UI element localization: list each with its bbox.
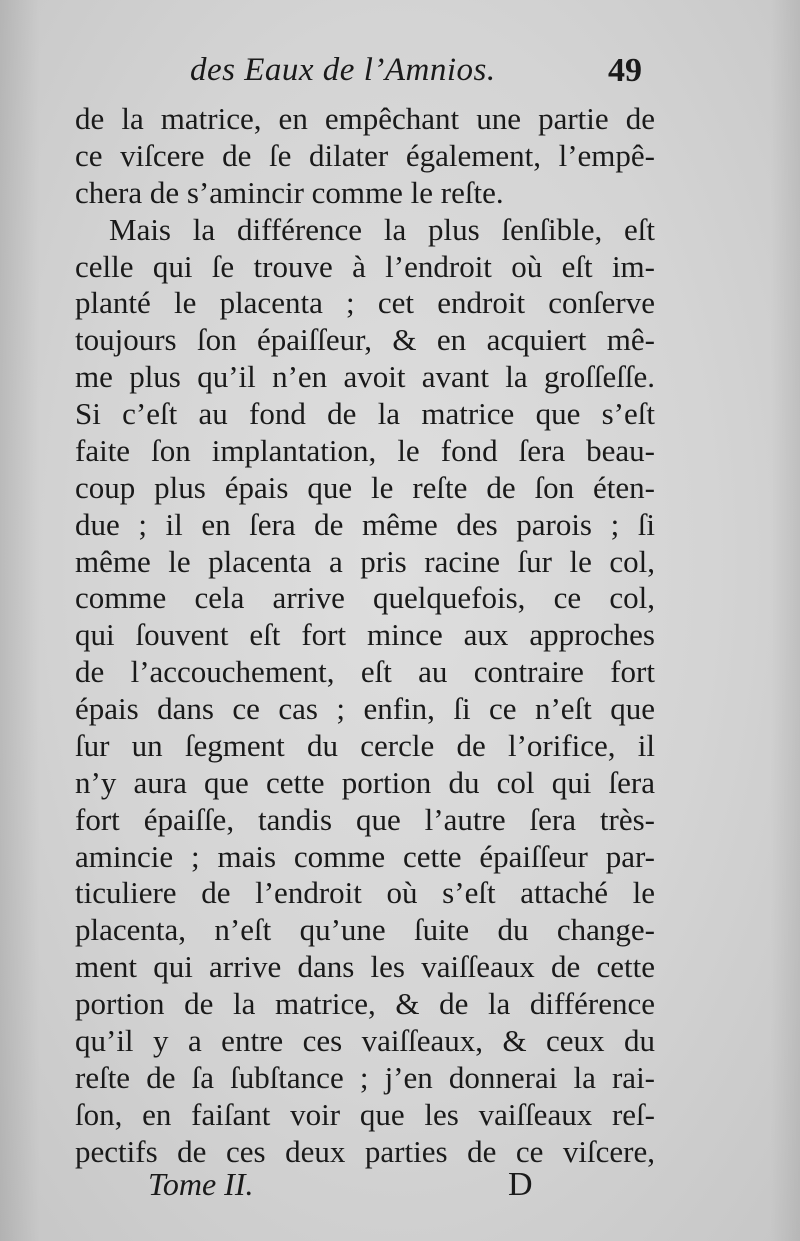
text-line: me plus qu’il n’en avoit avant la groſſeſſe. <box>75 359 655 395</box>
page-gutter-shadow <box>0 0 40 1241</box>
text-line: de l’accouchement, eſt au contraire fort <box>75 654 655 690</box>
volume-signature: Tome II. <box>148 1166 254 1202</box>
text-line: comme cela arrive quelquefois, ce col, <box>75 580 655 616</box>
text-line: Si c’eſt au fond de la matrice que s’eſt <box>75 396 655 431</box>
text-line: coup plus épais que le reſte de ſon éten- <box>75 469 655 505</box>
text-line: due ; il en ſera de même des parois ; ſi <box>75 506 655 542</box>
text-line: ce viſcere de ſe dilater également, l’empê- <box>75 137 655 173</box>
text-line: planté le placenta ; cet endroit conſerve <box>75 285 655 321</box>
text-line: de la matrice, en empêchant une partie de <box>75 101 655 136</box>
page-footer <box>148 1166 548 1210</box>
text-line: ſur un ſegment du cercle de l’orifice, il <box>75 727 655 763</box>
text-line: pectifs de ces deux parties de ce viſcere, <box>75 1133 655 1169</box>
text-line: chera de s’amincir comme le reſte. <box>75 174 504 210</box>
text-line: même le placenta a pris racine ſur le col, <box>75 543 655 579</box>
page-number: 49 <box>608 52 642 89</box>
text-line: celle qui ſe trouve à l’endroit où eſt im- <box>75 248 655 284</box>
text-line: ticuliere de l’endroit où s’eſt attaché le <box>75 875 655 911</box>
text-line: Mais la différence la plus ſenſible, eſt <box>109 211 655 247</box>
text-line: faite ſon implantation, le fond ſera beau- <box>75 432 655 468</box>
text-line: reſte de ſa ſubſtance ; j’en donnerai la rai- <box>75 1059 655 1095</box>
text-line: épais dans ce cas ; enfin, ſi ce n’eſt que <box>75 691 655 726</box>
text-line: n’y aura que cette portion du col qui ſera <box>75 764 655 800</box>
text-line: toujours ſon épaiſſeur, & en acquiert mê- <box>75 322 655 358</box>
text-line: portion de la matrice, & de la différence <box>75 986 655 1021</box>
text-line: amincie ; mais comme cette épaiſſeur par- <box>75 838 655 874</box>
text-line: qui ſouvent eſt fort mince aux approches <box>75 617 655 653</box>
page-edge-shadow <box>770 0 800 1241</box>
text-line: qu’il y a entre ces vaiſſeaux, & ceux du <box>75 1022 655 1058</box>
body-text <box>75 101 655 1170</box>
running-head <box>80 52 650 98</box>
text-line: ment qui arrive dans les vaiſſeaux de cette <box>75 949 655 985</box>
text-line: ſon, en faiſant voir que les vaiſſeaux reſ- <box>75 1096 655 1132</box>
gathering-signature: D <box>508 1166 533 1203</box>
text-line: placenta, n’eſt qu’une ſuite du change- <box>75 912 655 948</box>
text-line: fort épaiſſe, tandis que l’autre ſera très- <box>75 801 655 837</box>
running-title: des Eaux de l’Amnios. <box>190 52 496 88</box>
